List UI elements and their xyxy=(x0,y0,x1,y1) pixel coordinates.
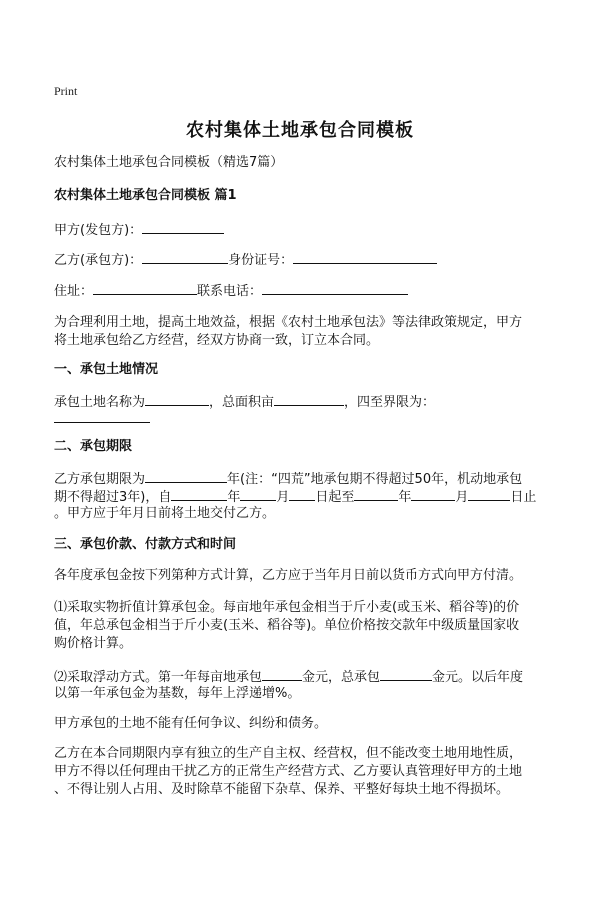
s3-heading: 三、承包价款、付款方式和时间 xyxy=(54,537,237,552)
to-month-blank xyxy=(411,488,455,501)
land-name-label: 承包土地名称为 xyxy=(54,395,146,410)
land-name-blank xyxy=(145,393,209,406)
s3-p4: 甲方承包的土地不能有任何争议、纠纷和债务。 xyxy=(54,716,328,731)
term-blank xyxy=(145,470,227,483)
document-title: 农村集体土地承包合同模板 xyxy=(186,120,414,141)
from-label: 期不得超过3年)，自 xyxy=(54,490,172,505)
s3-p3-line-2: 以第一年承包金为基数，每年上浮递增%。 xyxy=(54,686,301,701)
s3-p2-line-1: ⑴采取实物折值计算承包金。每亩地年承包金相当于斤小麦(或玉米、稻谷等)的价 xyxy=(54,600,520,615)
party-b-line xyxy=(54,251,554,269)
total-label: 金元，总承包 xyxy=(302,670,381,685)
s3-p2-line-2: 值，年总承包金相当于斤小麦(玉米、稻谷等)。单位价格按交款年中级质量国家收 xyxy=(54,618,520,633)
s3-p5-line-1: 乙方在本合同期限内享有独立的生产自主权、经营权，但不能改变土地用地性质， xyxy=(54,746,523,761)
intro-line-1: 为合理利用土地，提高土地效益，根据《农村土地承包法》等法律政策规定，甲方 xyxy=(54,315,523,330)
s3-p3-line-1 xyxy=(54,668,554,686)
to-label: 日起至 xyxy=(315,490,355,505)
s1-line-2 xyxy=(54,410,554,428)
s1-line-1 xyxy=(54,393,554,411)
party-a-blank xyxy=(142,221,224,234)
party-a-label: 甲方(发包方)： xyxy=(54,223,143,238)
later-years-label: 金元。以后年度 xyxy=(432,670,524,685)
address-label: 住址： xyxy=(54,284,94,299)
id-label: 身份证号： xyxy=(228,253,294,268)
document-subtitle: 农村集体土地承包合同模板（精选7篇） xyxy=(54,155,284,170)
s3-p2-line-3: 购价格计算。 xyxy=(54,636,133,651)
s2-line-2 xyxy=(54,488,554,506)
area-blank xyxy=(274,393,344,406)
party-b-blank xyxy=(142,251,228,264)
address-line xyxy=(54,282,554,300)
party-a-line xyxy=(54,221,554,239)
to-year-blank xyxy=(354,488,398,501)
address-blank xyxy=(93,282,197,295)
area-label: ，总面积亩 xyxy=(209,395,275,410)
from-year-label: 年 xyxy=(227,490,241,505)
s1-heading: 一、承包土地情况 xyxy=(54,362,159,377)
id-blank xyxy=(293,251,437,264)
boundary-blank xyxy=(54,410,150,423)
s2-line-1 xyxy=(54,470,554,488)
boundary-label: ，四至界限为： xyxy=(344,395,436,410)
print-label: Print xyxy=(54,84,78,98)
s2-line-3: 。甲方应于年月日前将土地交付乙方。 xyxy=(54,506,276,521)
end-label: 日止 xyxy=(510,490,537,505)
s3-p5-line-2: 甲方不得以任何理由干扰乙方的正常生产经营方式、乙方要认真管理好甲方的土地 xyxy=(54,764,523,779)
s3-p1: 各年度承包金按下列第种方式计算，乙方应于当年月日前以货币方式向甲方付清。 xyxy=(54,568,523,583)
total-blank xyxy=(380,668,432,681)
from-year-blank xyxy=(171,488,227,501)
from-day-blank xyxy=(289,488,315,501)
phone-blank xyxy=(262,282,408,295)
phone-label: 联系电话： xyxy=(197,284,263,299)
section-title: 农村集体土地承包合同模板 篇1 xyxy=(54,188,237,203)
from-month-blank xyxy=(240,488,276,501)
per-mu-label: ⑵采取浮动方式。第一年每亩地承包 xyxy=(54,670,263,685)
term-label: 乙方承包期限为 xyxy=(54,472,146,487)
to-month-label: 月 xyxy=(455,490,469,505)
s3-p5-line-3: 、不得让别人占用、及时除草不能留下杂草、保养、平整好每块土地不得损坏。 xyxy=(54,782,510,797)
from-month-label: 月 xyxy=(276,490,290,505)
term-note: 年(注：“四荒”地承包期不得超过50年，机动地承包 xyxy=(227,472,523,487)
intro-line-2: 将土地承包给乙方经营，经双方协商一致，订立本合同。 xyxy=(54,333,380,348)
s2-heading: 二、承包期限 xyxy=(54,439,133,454)
to-day-blank xyxy=(468,488,510,501)
to-year-label: 年 xyxy=(398,490,412,505)
party-b-label: 乙方(承包方)： xyxy=(54,253,143,268)
per-mu-blank xyxy=(262,668,302,681)
